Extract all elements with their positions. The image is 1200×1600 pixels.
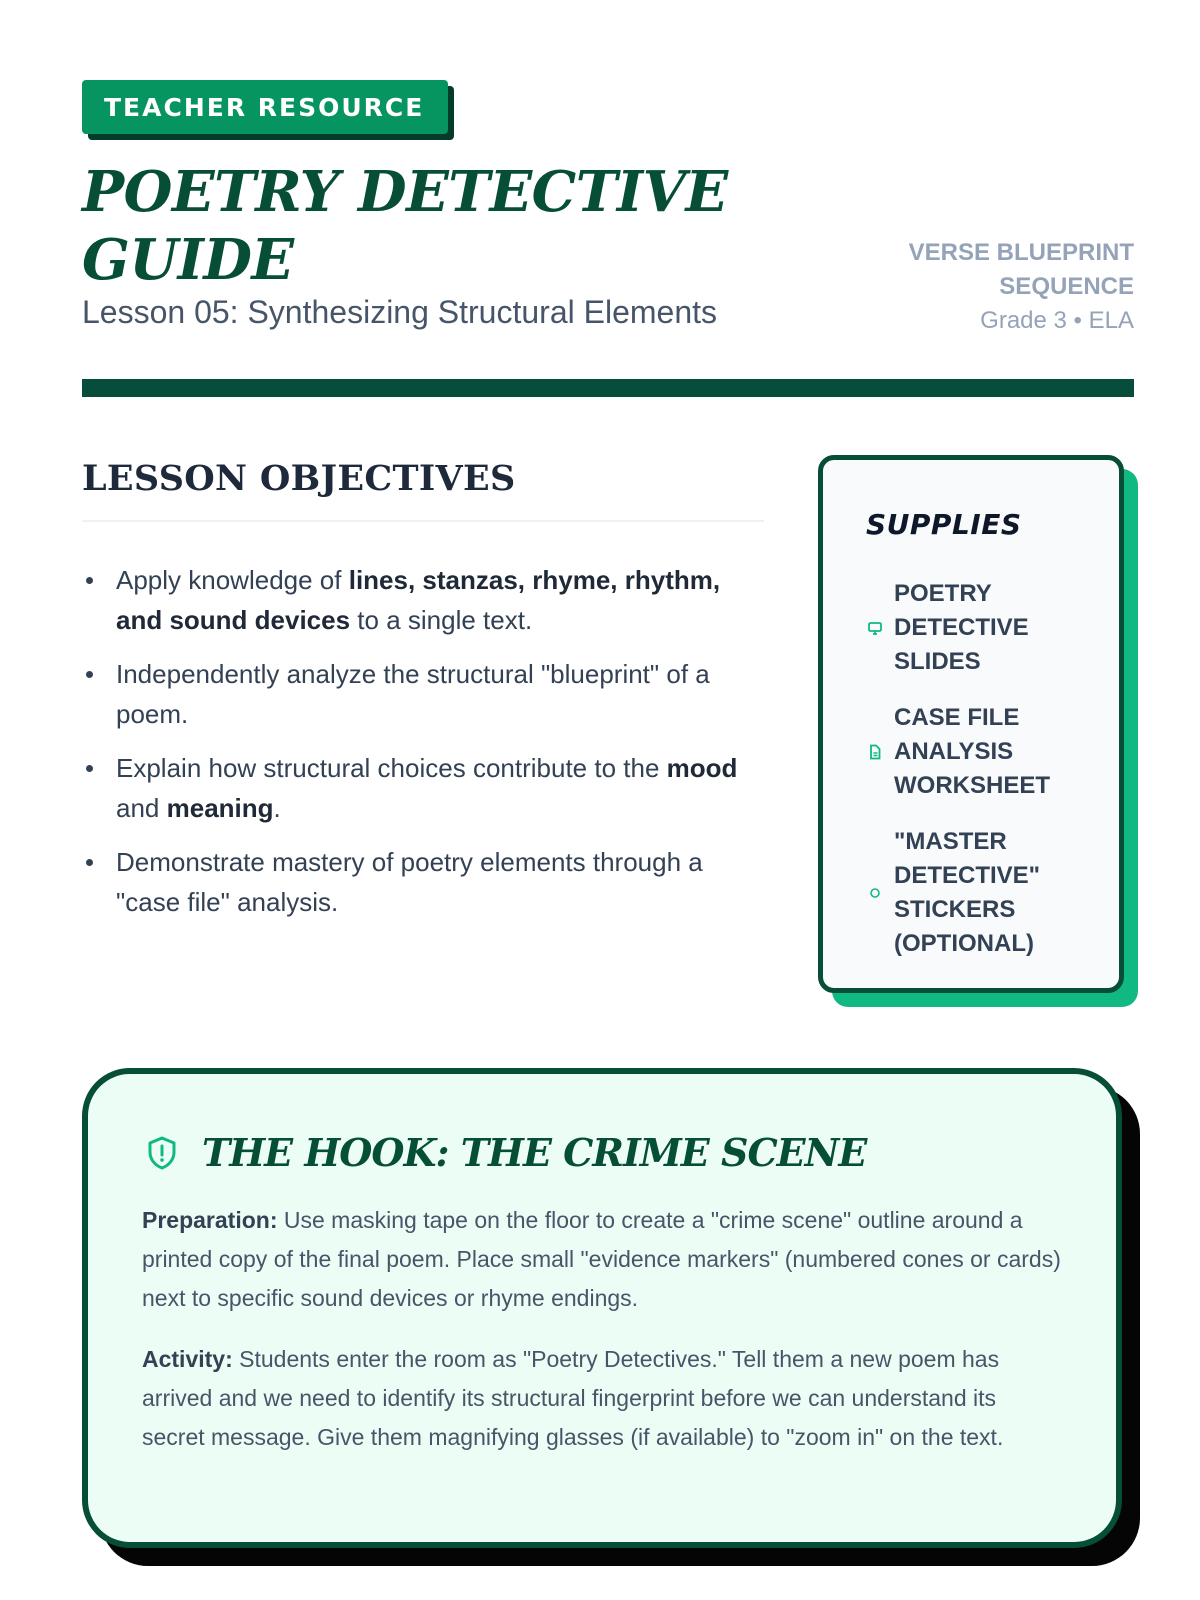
objective-item: Explain how structural choices contribute to the mood and meaning. [82, 748, 772, 828]
bullet-dot [86, 577, 93, 584]
header-rule [82, 379, 1134, 397]
teacher-resource-badge: TEACHER RESOURCE [82, 80, 448, 134]
sequence-meta [874, 236, 1134, 338]
objectives-list [82, 560, 772, 936]
page-title: POETRY DETECTIVE GUIDE [82, 159, 728, 293]
file-icon [866, 743, 884, 761]
objectives-heading: LESSON OBJECTIVES [82, 458, 516, 499]
bullet-dot [86, 765, 93, 772]
supply-item-slides [866, 577, 1119, 679]
objective-item: Demonstrate mastery of poetry elements through a "case file" analysis. [82, 842, 772, 922]
hook-preparation: Preparation: Use masking tape on the floor to create a "crime scene" outline around a printed copy of the final poem. Place small "evidence markers" (numbered cones or cards) next to specific sound devices or rhyme endings. [142, 1207, 1061, 1311]
objective-item: Apply knowledge of lines, stanzas, rhyme, rhythm, and sound devices to a single text. [82, 560, 772, 640]
supplies-card [818, 455, 1124, 993]
hook-activity: Activity: Students enter the room as "Poetry Detectives." Tell them a new poem has arrived and we need to identify its structural fingerprint before we can understand its secret message. Give them magnifying glasses (if available) to "zoom in" on the text. [142, 1346, 1004, 1450]
bullet-dot [86, 671, 93, 678]
supply-item-stickers [866, 825, 1119, 961]
sticker-icon [866, 884, 884, 902]
supply-label: "MASTER DETECTIVE" STICKERS (OPTIONAL) [894, 828, 1041, 957]
supplies-heading: SUPPLIES [866, 508, 1022, 541]
supply-label: POETRY DETECTIVE SLIDES [894, 580, 1029, 675]
lesson-page [82, 0, 1134, 1600]
bullet-dot [86, 859, 93, 866]
supplies-list [866, 577, 1119, 961]
supply-label: CASE FILE ANALYSIS WORKSHEET [894, 704, 1050, 799]
series-name: VERSE BLUEPRINT SEQUENCE [908, 239, 1134, 300]
grade-subject: Grade 3 • ELA [980, 307, 1134, 334]
lesson-subtitle: Lesson 05: Synthesizing Structural Elements [82, 294, 717, 330]
supply-item-worksheet [866, 701, 1119, 803]
hook-card [82, 1068, 1122, 1548]
objective-item: Independently analyze the structural "blueprint" of a poem. [82, 654, 772, 734]
monitor-icon [866, 619, 884, 637]
objectives-divider [82, 520, 764, 522]
shield-alert-icon [142, 1133, 182, 1173]
hook-heading: THE HOOK: THE CRIME SCENE [202, 1130, 867, 1175]
hook-header [142, 1130, 1062, 1175]
